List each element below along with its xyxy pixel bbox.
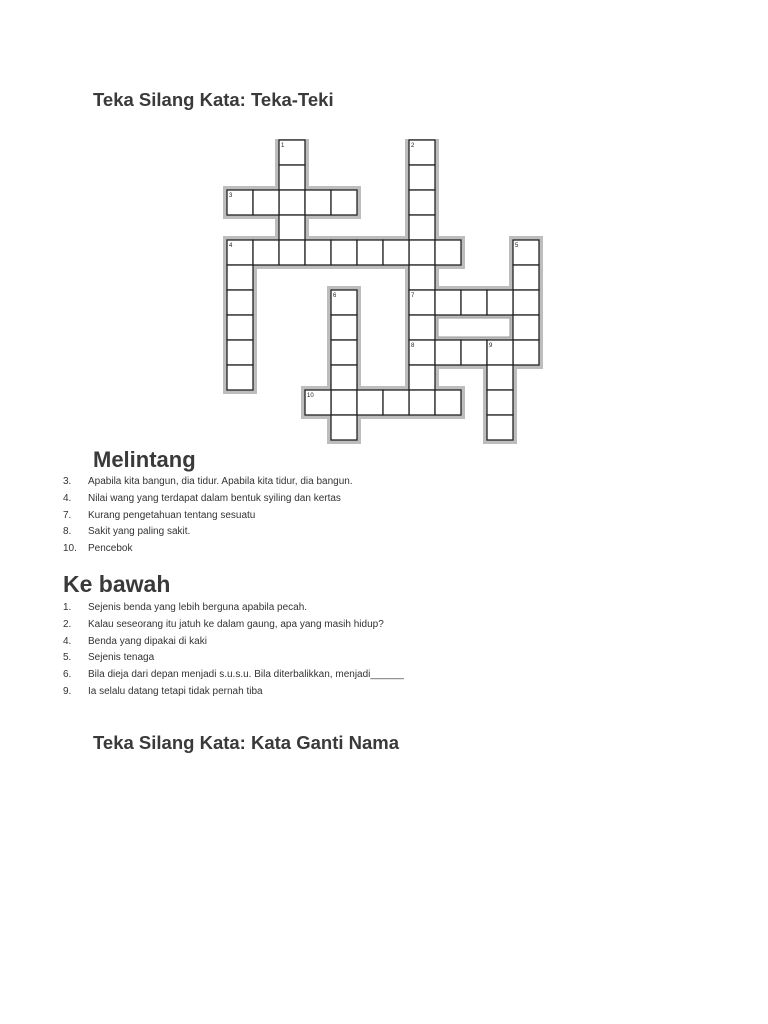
grid-cell: [513, 315, 539, 340]
clue-number-label: 8: [411, 343, 415, 349]
clue-item: 4. Benda yang dipakai di kaki: [63, 635, 207, 647]
grid-cell: [331, 390, 357, 415]
clue-number-label: 5: [515, 243, 519, 249]
grid-cell: [305, 190, 331, 215]
grid-cell: [513, 340, 539, 365]
clue-number-label: 4: [229, 243, 233, 249]
across-heading: Melintang: [93, 447, 196, 472]
grid-cell: [409, 240, 435, 265]
clue-number-label: 6: [333, 293, 337, 299]
clue-number-label: 10: [307, 393, 314, 399]
grid-cell: [331, 315, 357, 340]
grid-cell: [435, 290, 461, 315]
grid-cell: [227, 290, 253, 315]
grid-cell: [331, 415, 357, 440]
grid-cell: [227, 365, 253, 390]
grid-cell: [331, 240, 357, 265]
grid-cell: [357, 390, 383, 415]
grid-cell: [227, 315, 253, 340]
grid-gap: [438, 318, 510, 337]
grid-cell: [253, 190, 279, 215]
grid-cell: [461, 290, 487, 315]
grid-cell: [409, 165, 435, 190]
grid-cell: [227, 265, 253, 290]
grid-cell: [513, 265, 539, 290]
clue-item: 5. Sejenis tenaga: [63, 652, 155, 664]
grid-cell: [409, 190, 435, 215]
grid-cell: [331, 365, 357, 390]
grid-cell: [279, 165, 305, 190]
grid-cell: [279, 190, 305, 215]
clue-item: 7. Kurang pengetahuan tentang sesuatu: [63, 509, 256, 521]
grid-cell: [435, 340, 461, 365]
grid-cell: [331, 190, 357, 215]
grid-cell: [435, 390, 461, 415]
grid-cell: [305, 240, 331, 265]
grid-cell: [487, 365, 513, 390]
grid-cell: [435, 240, 461, 265]
grid-cell: [383, 390, 409, 415]
grid-cell: [409, 315, 435, 340]
grid-cell: [487, 290, 513, 315]
grid-cell: [487, 390, 513, 415]
clue-item: 2. Kalau seseorang itu jatuh ke dalam gaung, apa yang masih hidup?: [63, 618, 384, 630]
grid-cell: [279, 215, 305, 240]
across-clue-list: [63, 474, 353, 558]
grid-cell: [357, 240, 383, 265]
clue-item: 9. Ia selalu datang tetapi tidak pernah tiba: [63, 685, 263, 697]
grid-cell: [331, 340, 357, 365]
grid-cell: [461, 340, 487, 365]
clue-item: 1. Sejenis benda yang lebih berguna apabila pecah.: [63, 602, 308, 613]
grid-cell: [409, 265, 435, 290]
grid-cell: [279, 240, 305, 265]
puzzle-title-2: Teka Silang Kata: Kata Ganti Nama: [93, 732, 400, 753]
clue-number-label: 3: [229, 193, 233, 199]
grid-cell: [253, 240, 279, 265]
grid-cell: [409, 215, 435, 240]
grid-cell: [487, 415, 513, 440]
down-clue-list: [63, 600, 404, 701]
grid-cell: [409, 365, 435, 390]
clue-item: 10. Pencebok: [63, 543, 133, 555]
clue-item: 8. Sakit yang paling sakit.: [63, 526, 191, 538]
grid-cell: [383, 240, 409, 265]
clue-item: 4. Nilai wang yang terdapat dalam bentuk syiling dan kertas: [63, 492, 341, 504]
clue-number-label: 9: [489, 343, 493, 349]
puzzle-title: Teka Silang Kata: Teka-Teki: [93, 89, 334, 110]
clue-number-label: 1: [281, 143, 285, 149]
grid-cell: [409, 390, 435, 415]
crossword-grid: [222, 139, 547, 444]
clue-number-label: 2: [411, 143, 415, 149]
clue-item: 3. Apabila kita bangun, dia tidur. Apabila kita tidur, dia bangun.: [63, 476, 353, 487]
clue-number-label: 7: [411, 293, 415, 299]
clue-item: 6. Bila dieja dari depan menjadi s.u.s.u. Bila diterbalikkan, menjadi______: [63, 669, 404, 681]
grid-cell: [227, 340, 253, 365]
down-heading: Ke bawah: [63, 571, 171, 597]
grid-cell: [513, 290, 539, 315]
